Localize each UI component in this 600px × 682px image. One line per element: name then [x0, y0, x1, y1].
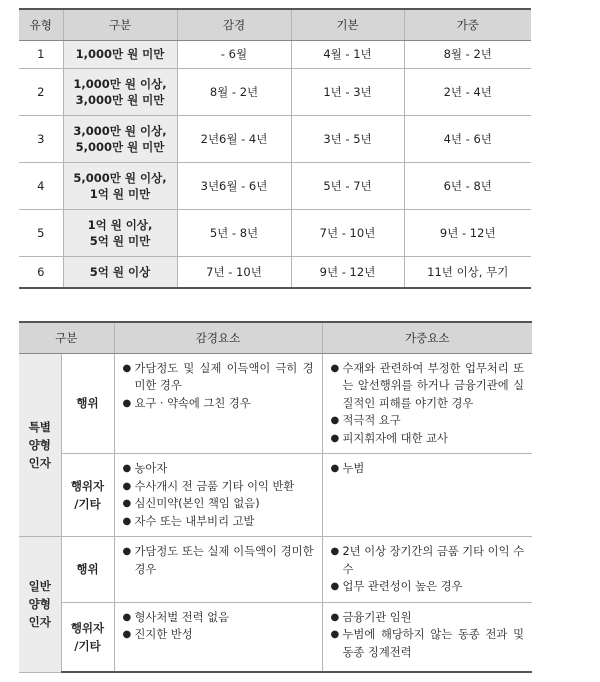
- table-row: [19, 209, 531, 256]
- factor-text: 업무 관련성이 높은 경우: [342, 580, 463, 593]
- list-item: [331, 460, 525, 478]
- bullet-icon: ●: [122, 397, 132, 409]
- factor-text: 요구 · 약속에 그친 경우: [134, 396, 251, 410]
- category-cell: 1,000만 원 미만: [63, 40, 177, 68]
- header-aggravated: 가중: [404, 9, 531, 40]
- bullet-icon: ●: [122, 480, 132, 492]
- list-item: [123, 513, 314, 531]
- factor-text: 2년 이상 장기간의 금품 기타 이익 수수: [342, 545, 525, 576]
- factor-text: 피지휘자에 대한 교사: [342, 431, 448, 445]
- table-header-row: [19, 322, 532, 353]
- aggravated-cell: 4년 - 6년: [404, 115, 531, 162]
- factor-text: 심신미약(본인 책임 없음): [134, 497, 260, 510]
- table-header-row: [19, 9, 531, 40]
- aggravated-factors-list: [323, 454, 533, 484]
- header-reduced: 감경: [177, 9, 291, 40]
- reduced-cell: 7년 - 10년: [177, 256, 291, 288]
- type-cell: 4: [19, 162, 63, 209]
- category-cell: 3,000만 원 이상, 5,000만 원 미만: [63, 115, 177, 162]
- list-item: [123, 395, 314, 413]
- bullet-icon: ●: [122, 515, 132, 527]
- bullet-icon: ●: [122, 611, 132, 623]
- header-type: 유형: [19, 9, 63, 40]
- factor-text: 누범: [342, 462, 365, 475]
- list-item: [331, 543, 525, 578]
- reduced-factors-list: [115, 454, 322, 536]
- type-cell: 3: [19, 115, 63, 162]
- aggravated-factors-cell: [322, 454, 532, 537]
- type-cell: 6: [19, 256, 63, 288]
- reduced-cell: - 6월: [177, 40, 291, 68]
- list-item: [331, 626, 525, 661]
- aggravated-cell: 2년 - 4년: [404, 68, 531, 115]
- factor-group-label: 특별 양형 인자: [19, 353, 61, 537]
- base-cell: 1년 - 3년: [291, 68, 404, 115]
- factor-text: 수사개시 전 금품 기타 이익 반환: [134, 479, 295, 493]
- bullet-icon: ●: [330, 581, 340, 592]
- bullet-icon: ●: [330, 432, 340, 444]
- table-row: [19, 162, 531, 209]
- factor-subgroup-label: 행위자 /기타: [61, 602, 114, 672]
- sentencing-range-table: [19, 8, 531, 289]
- header-category: 구분: [19, 322, 114, 353]
- list-item: [123, 495, 314, 513]
- base-cell: 5년 - 7년: [291, 162, 404, 209]
- header-aggravated-factors: 가중요소: [322, 322, 532, 353]
- aggravated-factors-cell: [322, 602, 532, 672]
- reduced-cell: 3년6월 - 6년: [177, 162, 291, 209]
- reduced-factors-list: [115, 537, 322, 584]
- reduced-factors-list: [115, 354, 322, 419]
- reduced-cell: 2년6월 - 4년: [177, 115, 291, 162]
- bullet-icon: ●: [330, 463, 340, 474]
- aggravated-factors-cell: [322, 353, 532, 454]
- list-item: [331, 412, 525, 430]
- reduced-factors-cell: [114, 454, 322, 537]
- header-base: 기본: [291, 9, 404, 40]
- factor-text: 수재와 관련하여 부정한 업무처리 또는 알선행위를 하거나 금융기관에 실질적인 피해를 야기한 경우: [342, 361, 524, 410]
- list-item: [331, 360, 525, 413]
- list-item: [123, 478, 314, 496]
- factor-text: 농아자: [134, 462, 168, 475]
- bullet-icon: ●: [330, 629, 340, 640]
- list-item: [123, 360, 314, 395]
- list-item: [123, 626, 314, 644]
- factor-row: [19, 537, 532, 603]
- reduced-cell: 5년 - 8년: [177, 209, 291, 256]
- table-row: [19, 40, 531, 68]
- factor-text: 누범에 해당하지 않는 동종 전과 및 동종 징계전력: [342, 628, 524, 659]
- bullet-icon: ●: [330, 362, 340, 374]
- category-cell: 1,000만 원 이상, 3,000만 원 미만: [63, 68, 177, 115]
- type-cell: 5: [19, 209, 63, 256]
- list-item: [123, 609, 314, 627]
- factor-text: 금융기관 임원: [342, 610, 412, 624]
- aggravated-cell: 6년 - 8년: [404, 162, 531, 209]
- reduced-factors-cell: [114, 602, 322, 672]
- factor-group-label: 일반 양형 인자: [19, 537, 61, 673]
- aggravated-cell: 11년 이상, 무기: [404, 256, 531, 288]
- reduced-cell: 8월 - 2년: [177, 68, 291, 115]
- bullet-icon: ●: [122, 629, 132, 640]
- factor-row: [19, 454, 532, 537]
- header-reduced-factors: 감경요소: [114, 322, 322, 353]
- list-item: [123, 460, 314, 478]
- bullet-icon: ●: [330, 415, 340, 426]
- category-cell: 5억 원 이상: [63, 256, 177, 288]
- aggravated-factors-cell: [322, 537, 532, 603]
- bullet-icon: ●: [122, 498, 132, 509]
- factor-text: 가담정도 또는 실제 이득액이 경미한 경우: [134, 545, 314, 576]
- factor-text: 형사처벌 전력 없음: [134, 610, 229, 624]
- reduced-factors-cell: [114, 353, 322, 454]
- factor-text: 가담정도 및 실제 이득액이 극히 경미한 경우: [134, 361, 314, 392]
- aggravated-factors-list: [323, 537, 533, 602]
- header-category: 구분: [63, 9, 177, 40]
- list-item: [331, 578, 525, 596]
- reduced-factors-list: [115, 603, 322, 650]
- table-row: [19, 256, 531, 288]
- list-item: [331, 609, 525, 627]
- type-cell: 1: [19, 40, 63, 68]
- bullet-icon: ●: [122, 463, 132, 474]
- base-cell: 9년 - 12년: [291, 256, 404, 288]
- table-row: [19, 115, 531, 162]
- list-item: [123, 543, 314, 578]
- bullet-icon: ●: [330, 546, 340, 557]
- sentencing-factors-table: [19, 321, 532, 673]
- base-cell: 7년 - 10년: [291, 209, 404, 256]
- aggravated-factors-list: [323, 603, 533, 668]
- factor-text: 진지한 반성: [134, 628, 193, 641]
- aggravated-factors-list: [323, 354, 533, 454]
- category-cell: 5,000만 원 이상, 1억 원 미만: [63, 162, 177, 209]
- table-row: [19, 68, 531, 115]
- reduced-factors-cell: [114, 537, 322, 603]
- factor-text: 적극적 요구: [342, 414, 401, 427]
- factor-row: [19, 353, 532, 454]
- list-item: [331, 430, 525, 448]
- factor-row: [19, 602, 532, 672]
- bullet-icon: ●: [122, 546, 132, 557]
- base-cell: 3년 - 5년: [291, 115, 404, 162]
- base-cell: 4월 - 1년: [291, 40, 404, 68]
- type-cell: 2: [19, 68, 63, 115]
- bullet-icon: ●: [122, 362, 132, 374]
- aggravated-cell: 9년 - 12년: [404, 209, 531, 256]
- bullet-icon: ●: [330, 611, 340, 623]
- factor-subgroup-label: 행위: [61, 353, 114, 454]
- factor-subgroup-label: 행위자 /기타: [61, 454, 114, 537]
- factor-text: 자수 또는 내부비리 고발: [134, 514, 255, 528]
- category-cell: 1억 원 이상, 5억 원 미만: [63, 209, 177, 256]
- aggravated-cell: 8월 - 2년: [404, 40, 531, 68]
- factor-subgroup-label: 행위: [61, 537, 114, 603]
